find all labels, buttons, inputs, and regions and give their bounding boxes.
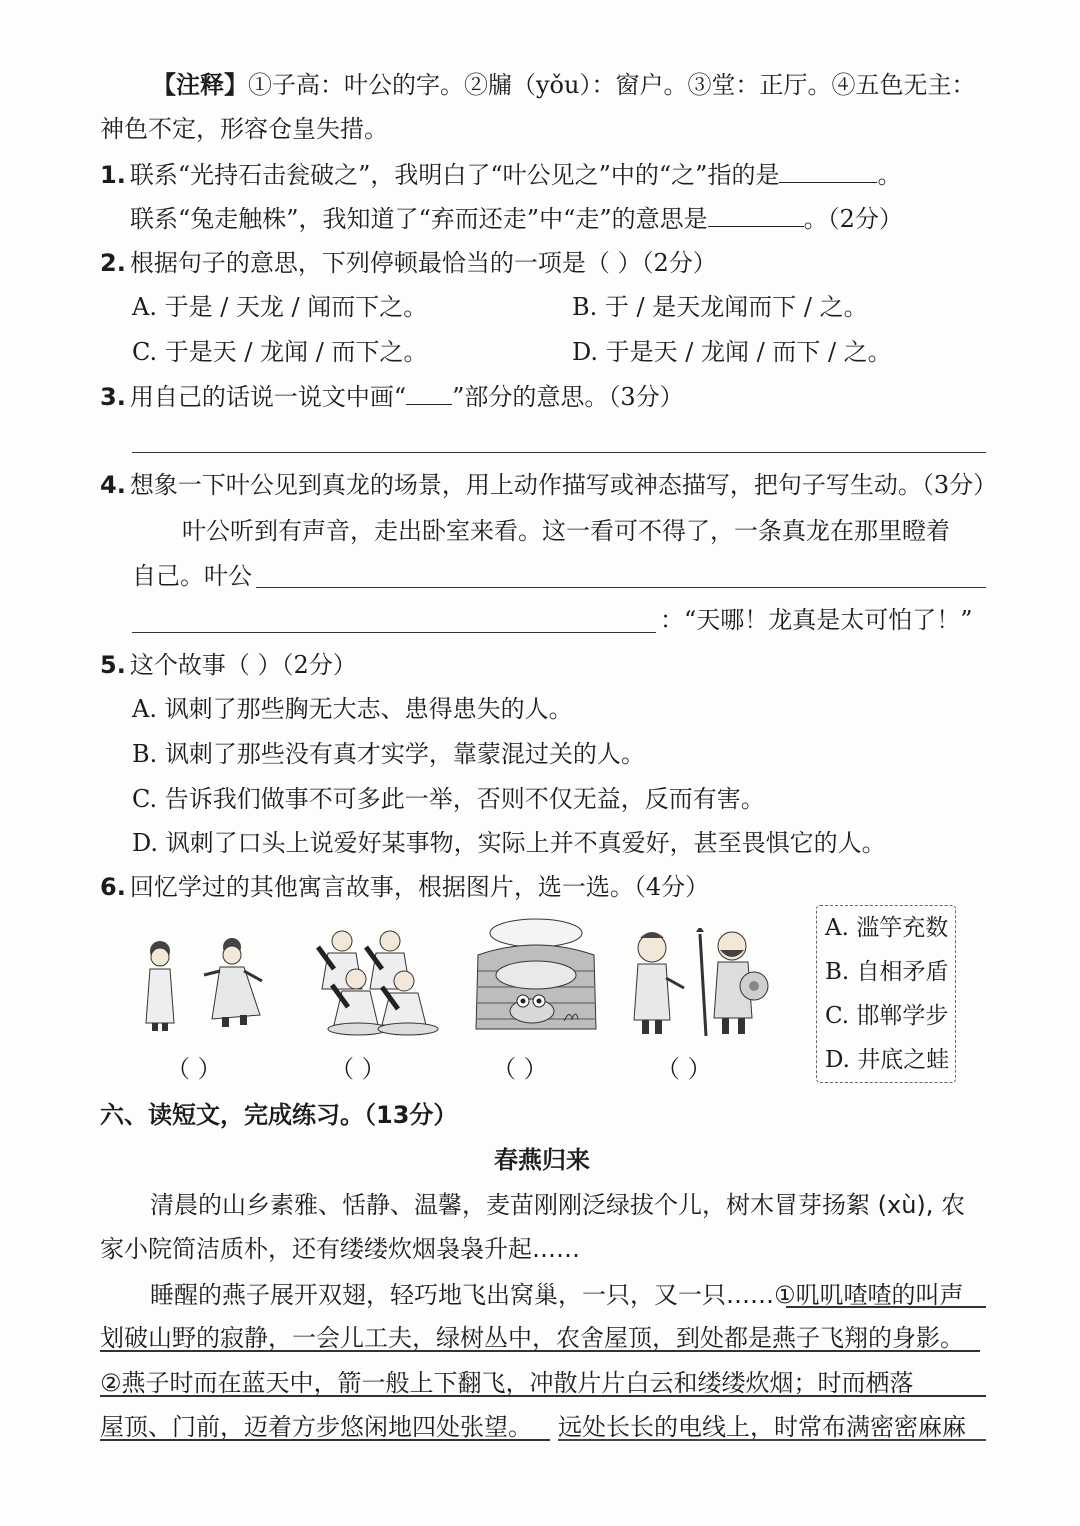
question-6 xyxy=(100,872,709,902)
question-2 xyxy=(100,248,717,278)
choice-a: A. 滥竽充数 xyxy=(825,915,949,941)
option-a[interactable]: A. 讽刺了那些胸无大志、患得患失的人。 xyxy=(132,695,573,723)
notes-line-1 xyxy=(152,70,975,100)
story-paragraph-3-line-2a: 屋顶、门前，迈着方步悠闲地四处张望。 xyxy=(100,1413,532,1441)
question-6-number: 6. xyxy=(100,873,126,901)
story-paragraph-1-line-1: 清晨的山乡素雅、恬静、温馨，麦苗刚刚泛绿拔个儿，树木冒芽扬絮 (xù), 农 xyxy=(150,1191,966,1219)
question-3-text-b: ”部分的意思。（3分） xyxy=(452,383,684,411)
wavy-underline xyxy=(558,1439,986,1441)
question-1-number: 1. xyxy=(100,161,126,189)
frog-in-well-icon xyxy=(472,915,602,1033)
question-3 xyxy=(100,382,684,412)
underline-sample xyxy=(406,382,452,405)
question-6-text: 回忆学过的其他寓言故事，根据图片，选一选。（4分） xyxy=(129,873,710,901)
question-4-text: 想象一下叶公见到真龙的场景，用上动作描写或神态描写，把句子写生动。（3分） xyxy=(129,471,998,499)
section-heading: 六、读短文，完成练习。（13分） xyxy=(100,1101,458,1129)
choice-d: D. 井底之蛙 xyxy=(825,1047,950,1073)
underline xyxy=(100,1350,980,1352)
question-5-text: 这个故事（ ）（2分） xyxy=(129,651,357,679)
question-1-text-b: 。 xyxy=(877,161,902,189)
story-paragraph-3-line-1: ②燕子时而在蓝天中，箭一般上下翻飞，冲散片片白云和缕缕炊烟；时而栖落 xyxy=(100,1369,914,1397)
question-2-text: 根据句子的意思，下列停顿最恰当的一项是（ ）（2分） xyxy=(129,249,717,277)
answer-blank[interactable] xyxy=(779,160,877,183)
choice-box xyxy=(816,905,956,1083)
notes-text-1: ①子高：叶公的字。②牖（yǒu）：窗户。③堂：正厅。④五色无主： xyxy=(248,71,976,99)
answer-line[interactable] xyxy=(132,632,656,633)
answer-line[interactable] xyxy=(256,587,986,588)
option-c[interactable]: C. 告诉我们做事不可多此一举，否则不仅无益，反而有害。 xyxy=(132,785,765,813)
answer-blank[interactable] xyxy=(708,204,804,227)
story-paragraph-3-line-2b: 远处长长的电线上，时常布满密密麻麻 xyxy=(558,1413,966,1441)
underline xyxy=(100,1395,986,1397)
choice-b: B. 自相矛盾 xyxy=(825,959,949,985)
question-1 xyxy=(100,160,901,190)
musicians-group-icon xyxy=(302,925,442,1037)
spear-shield-seller-icon xyxy=(628,928,776,1040)
option-c[interactable]: C. 于是天 / 龙闻 / 而下之。 xyxy=(132,338,428,366)
question-5-number: 5. xyxy=(100,651,126,679)
notes-line-2: 神色不定，形容仓皇失措。 xyxy=(100,115,388,143)
choice-c: C. 邯郸学步 xyxy=(825,1003,949,1029)
answer-slot-2[interactable]: （ ） xyxy=(330,1055,386,1083)
question-1-text-c: 联系“兔走触株”，我知道了“弃而还走”中“走”的意思是 xyxy=(130,205,708,233)
question-4 xyxy=(100,470,997,500)
story-title: 春燕归来 xyxy=(494,1146,590,1174)
option-b[interactable]: B. 于 / 是天龙闻而下 / 之。 xyxy=(572,293,868,321)
question-3-text-a: 用自己的话说一说文中画“ xyxy=(129,383,407,411)
story-paragraph-2-line-1: 睡醒的燕子展开双翅，轻巧地飞出窝巢，一只，又一只……①叽叽喳喳的叫声 xyxy=(150,1281,964,1309)
answer-line[interactable] xyxy=(132,452,986,453)
question-4-quote: ：“天哪！龙真是太可怕了！” xyxy=(660,606,973,634)
question-4-number: 4. xyxy=(100,471,126,499)
answer-slot-4[interactable]: （ ） xyxy=(656,1055,712,1083)
underline xyxy=(100,1439,550,1441)
question-1-text-d: 。（2分） xyxy=(803,205,903,233)
question-1-line-2 xyxy=(130,204,903,234)
option-a[interactable]: A. 于是 / 天龙 / 闻而下之。 xyxy=(132,293,428,321)
question-4-paragraph-2: 自己。叶公 xyxy=(132,562,252,590)
underline xyxy=(786,1306,986,1308)
option-d[interactable]: D. 于是天 / 龙闻 / 而下 / 之。 xyxy=(572,338,892,366)
two-walkers-icon xyxy=(136,935,276,1035)
answer-slot-1[interactable]: （ ） xyxy=(166,1055,222,1083)
question-2-number: 2. xyxy=(100,249,126,277)
question-5 xyxy=(100,650,357,680)
option-d[interactable]: D. 讽刺了口头上说爱好某事物，实际上并不真爱好，甚至畏惧它的人。 xyxy=(132,829,886,857)
question-3-number: 3. xyxy=(100,383,126,411)
option-b[interactable]: B. 讽刺了那些没有真才实学，靠蒙混过关的人。 xyxy=(132,740,645,768)
question-4-paragraph-1: 叶公听到有声音，走出卧室来看。这一看可不得了，一条真龙在那里瞪着 xyxy=(182,517,950,545)
story-paragraph-2-line-2: 划破山野的寂静，一会儿工夫，绿树丛中，农舍屋顶，到处都是燕子飞翔的身影。 xyxy=(100,1324,964,1352)
answer-slot-3[interactable]: （ ） xyxy=(492,1055,548,1083)
question-1-text-a: 联系“光持石击瓮破之”，我明白了“叶公见之”中的“之”指的是 xyxy=(129,161,780,189)
story-paragraph-1-line-2: 家小院简洁质朴，还有缕缕炊烟袅袅升起…… xyxy=(100,1235,580,1263)
notes-label: 【注释】 xyxy=(152,71,248,99)
